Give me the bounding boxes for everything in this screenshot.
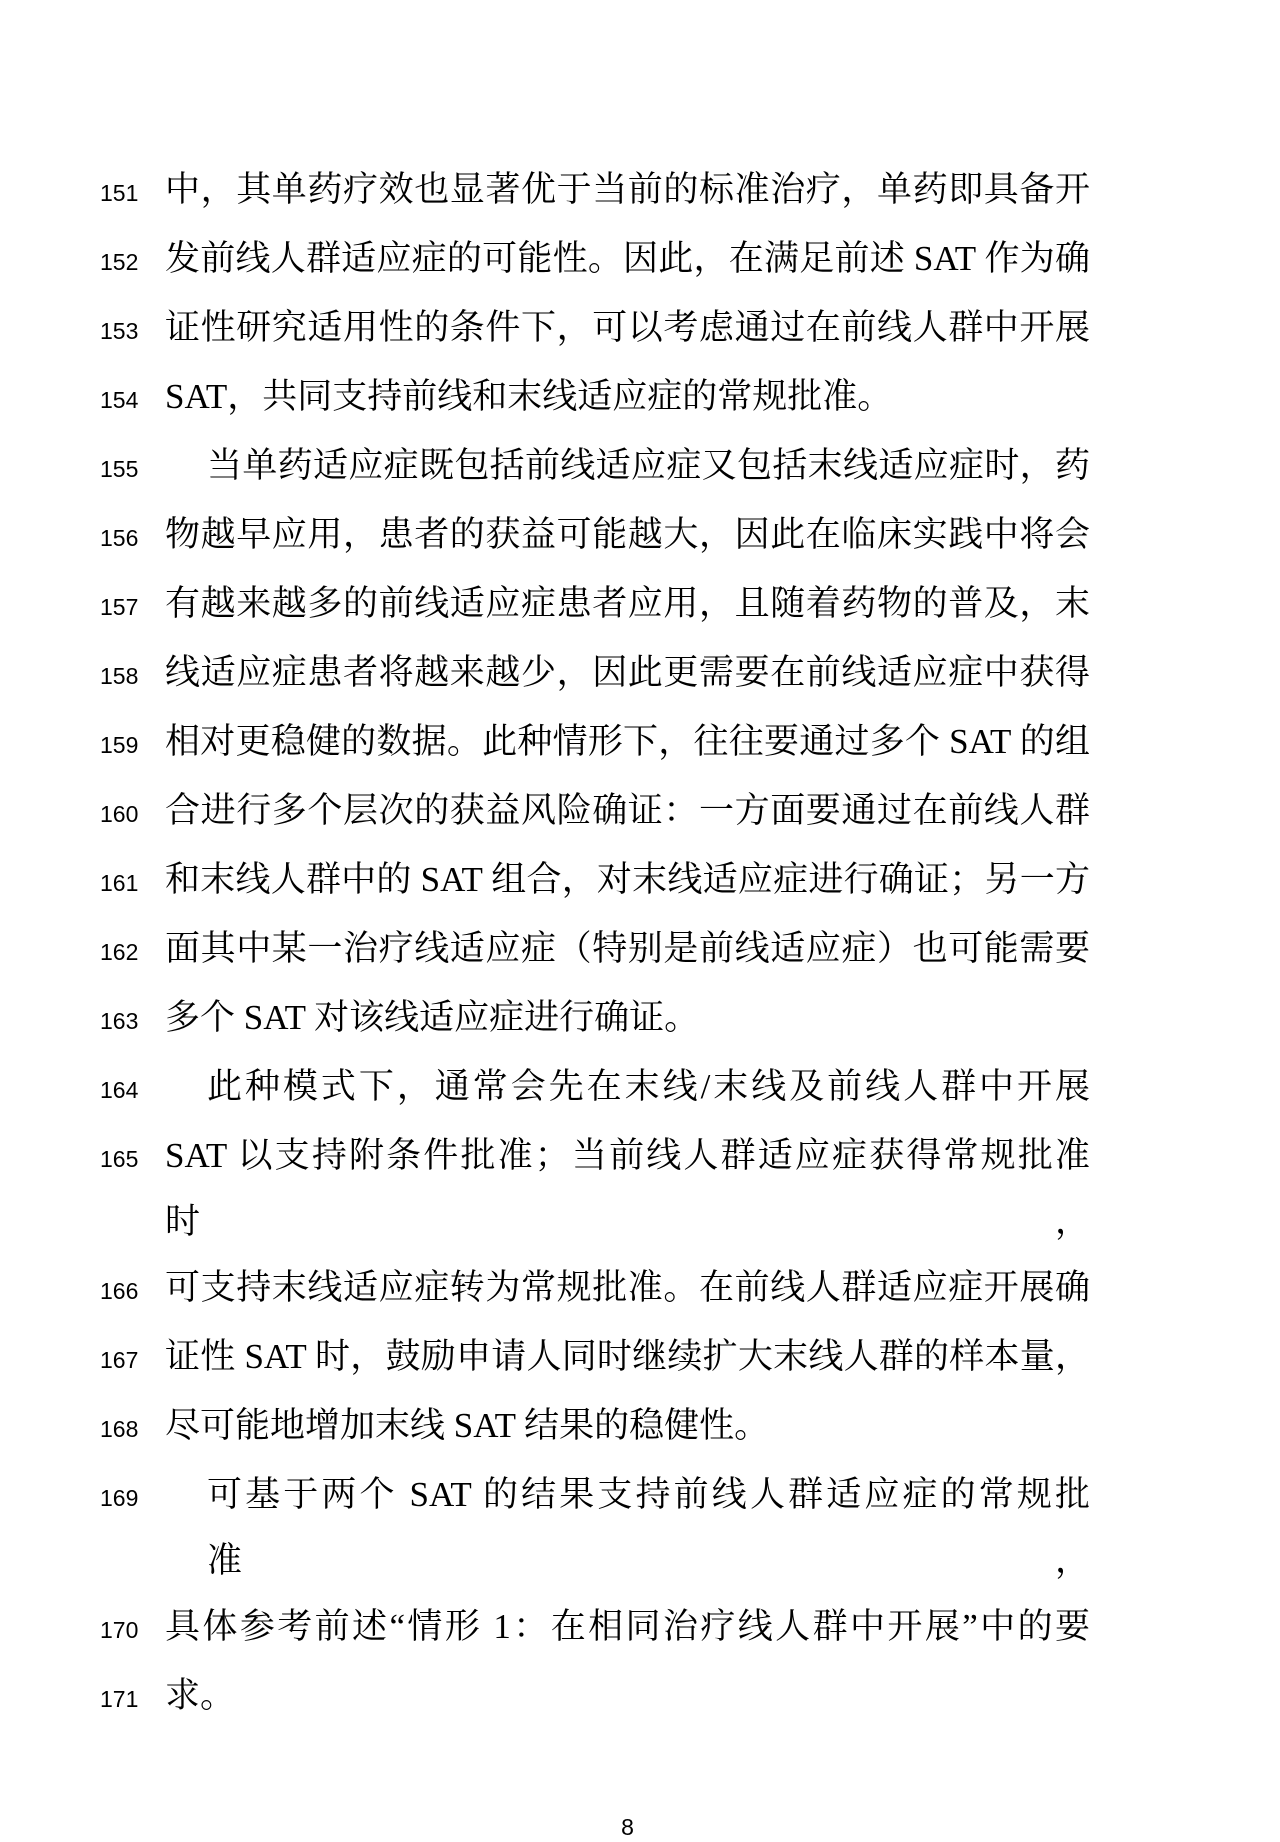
document-line: [0, 1324, 1280, 1393]
line-number: 170: [100, 1617, 139, 1643]
line-text: 面其中某一治疗线适应症（特别是前线适应症）也可能需要: [165, 929, 1090, 968]
document-line: [0, 364, 1280, 433]
document-line: [0, 1462, 1280, 1594]
line-text: 合进行多个层次的获益风险确证：一方面要通过在前线人群: [165, 791, 1090, 830]
line-text: 发前线人群适应症的可能性。因此，在满足前述 SAT 作为确: [165, 239, 1090, 278]
line-number: 151: [100, 180, 139, 206]
line-text: 中，其单药疗效也显著优于当前的标准治疗，单药即具备开: [165, 170, 1090, 209]
document-body: [0, 157, 1280, 1732]
document-line: [0, 916, 1280, 985]
document-line: [0, 709, 1280, 778]
line-number: 158: [100, 663, 139, 689]
document-line: [0, 433, 1280, 502]
line-text: 求。: [165, 1676, 236, 1715]
line-number: 152: [100, 249, 139, 275]
line-number: 155: [100, 456, 139, 482]
document-line: [0, 1255, 1280, 1324]
line-number: 165: [100, 1146, 139, 1172]
line-number: 164: [100, 1077, 139, 1103]
line-text: 多个 SAT 对该线适应症进行确证。: [165, 998, 700, 1037]
line-number: 163: [100, 1008, 139, 1034]
document-line: [0, 157, 1280, 226]
line-number: 166: [100, 1278, 139, 1304]
line-text: 物越早应用，患者的获益可能越大，因此在临床实践中将会: [165, 515, 1090, 554]
line-text: SAT，共同支持前线和末线适应症的常规批准。: [165, 377, 893, 416]
line-text: 证性研究适用性的条件下，可以考虑通过在前线人群中开展: [165, 308, 1090, 347]
line-text: 证性 SAT 时，鼓励申请人同时继续扩大末线人群的样本量，: [165, 1337, 1090, 1376]
document-line: [0, 502, 1280, 571]
document-line: [0, 1663, 1280, 1732]
document-line: [0, 847, 1280, 916]
line-number: 159: [100, 732, 139, 758]
document-line: [0, 640, 1280, 709]
document-line: [0, 571, 1280, 640]
line-text: 此种模式下，通常会先在末线/末线及前线人群中开展: [207, 1067, 1090, 1106]
document-line: [0, 778, 1280, 847]
document-line: [0, 295, 1280, 364]
document-line: [0, 985, 1280, 1054]
line-text: 和末线人群中的 SAT 组合，对末线适应症进行确证；另一方: [165, 860, 1090, 899]
line-number: 156: [100, 525, 139, 551]
line-number: 162: [100, 939, 139, 965]
line-text: 当单药适应症既包括前线适应症又包括末线适应症时，药: [207, 446, 1090, 485]
line-number: 167: [100, 1347, 139, 1373]
document-line: [0, 1054, 1280, 1123]
line-number: 169: [100, 1485, 139, 1511]
line-text: 可基于两个 SAT 的结果支持前线人群适应症的常规批准，: [207, 1475, 1090, 1580]
line-number: 153: [100, 318, 139, 344]
line-text: 线适应症患者将越来越少，因此更需要在前线适应症中获得: [165, 653, 1090, 692]
line-text: 尽可能地增加末线 SAT 结果的稳健性。: [165, 1406, 770, 1445]
document-line: [0, 1393, 1280, 1462]
line-text: SAT 以支持附条件批准；当前线人群适应症获得常规批准时，: [165, 1136, 1090, 1241]
line-number: 161: [100, 870, 139, 896]
document-line: [0, 226, 1280, 295]
document-line: [0, 1123, 1280, 1255]
line-text: 相对更稳健的数据。此种情形下，往往要通过多个 SAT 的组: [165, 722, 1090, 761]
page-number: 8: [621, 1814, 634, 1840]
line-number: 168: [100, 1416, 139, 1442]
line-text: 具体参考前述“情形 1：在相同治疗线人群中开展”中的要: [165, 1607, 1090, 1646]
line-number: 154: [100, 387, 139, 413]
line-number: 160: [100, 801, 139, 827]
line-number: 171: [100, 1686, 139, 1712]
line-text: 有越来越多的前线适应症患者应用，且随着药物的普及，末: [165, 584, 1090, 623]
line-number: 157: [100, 594, 139, 620]
document-line: [0, 1594, 1280, 1663]
line-text: 可支持末线适应症转为常规批准。在前线人群适应症开展确: [165, 1268, 1090, 1307]
